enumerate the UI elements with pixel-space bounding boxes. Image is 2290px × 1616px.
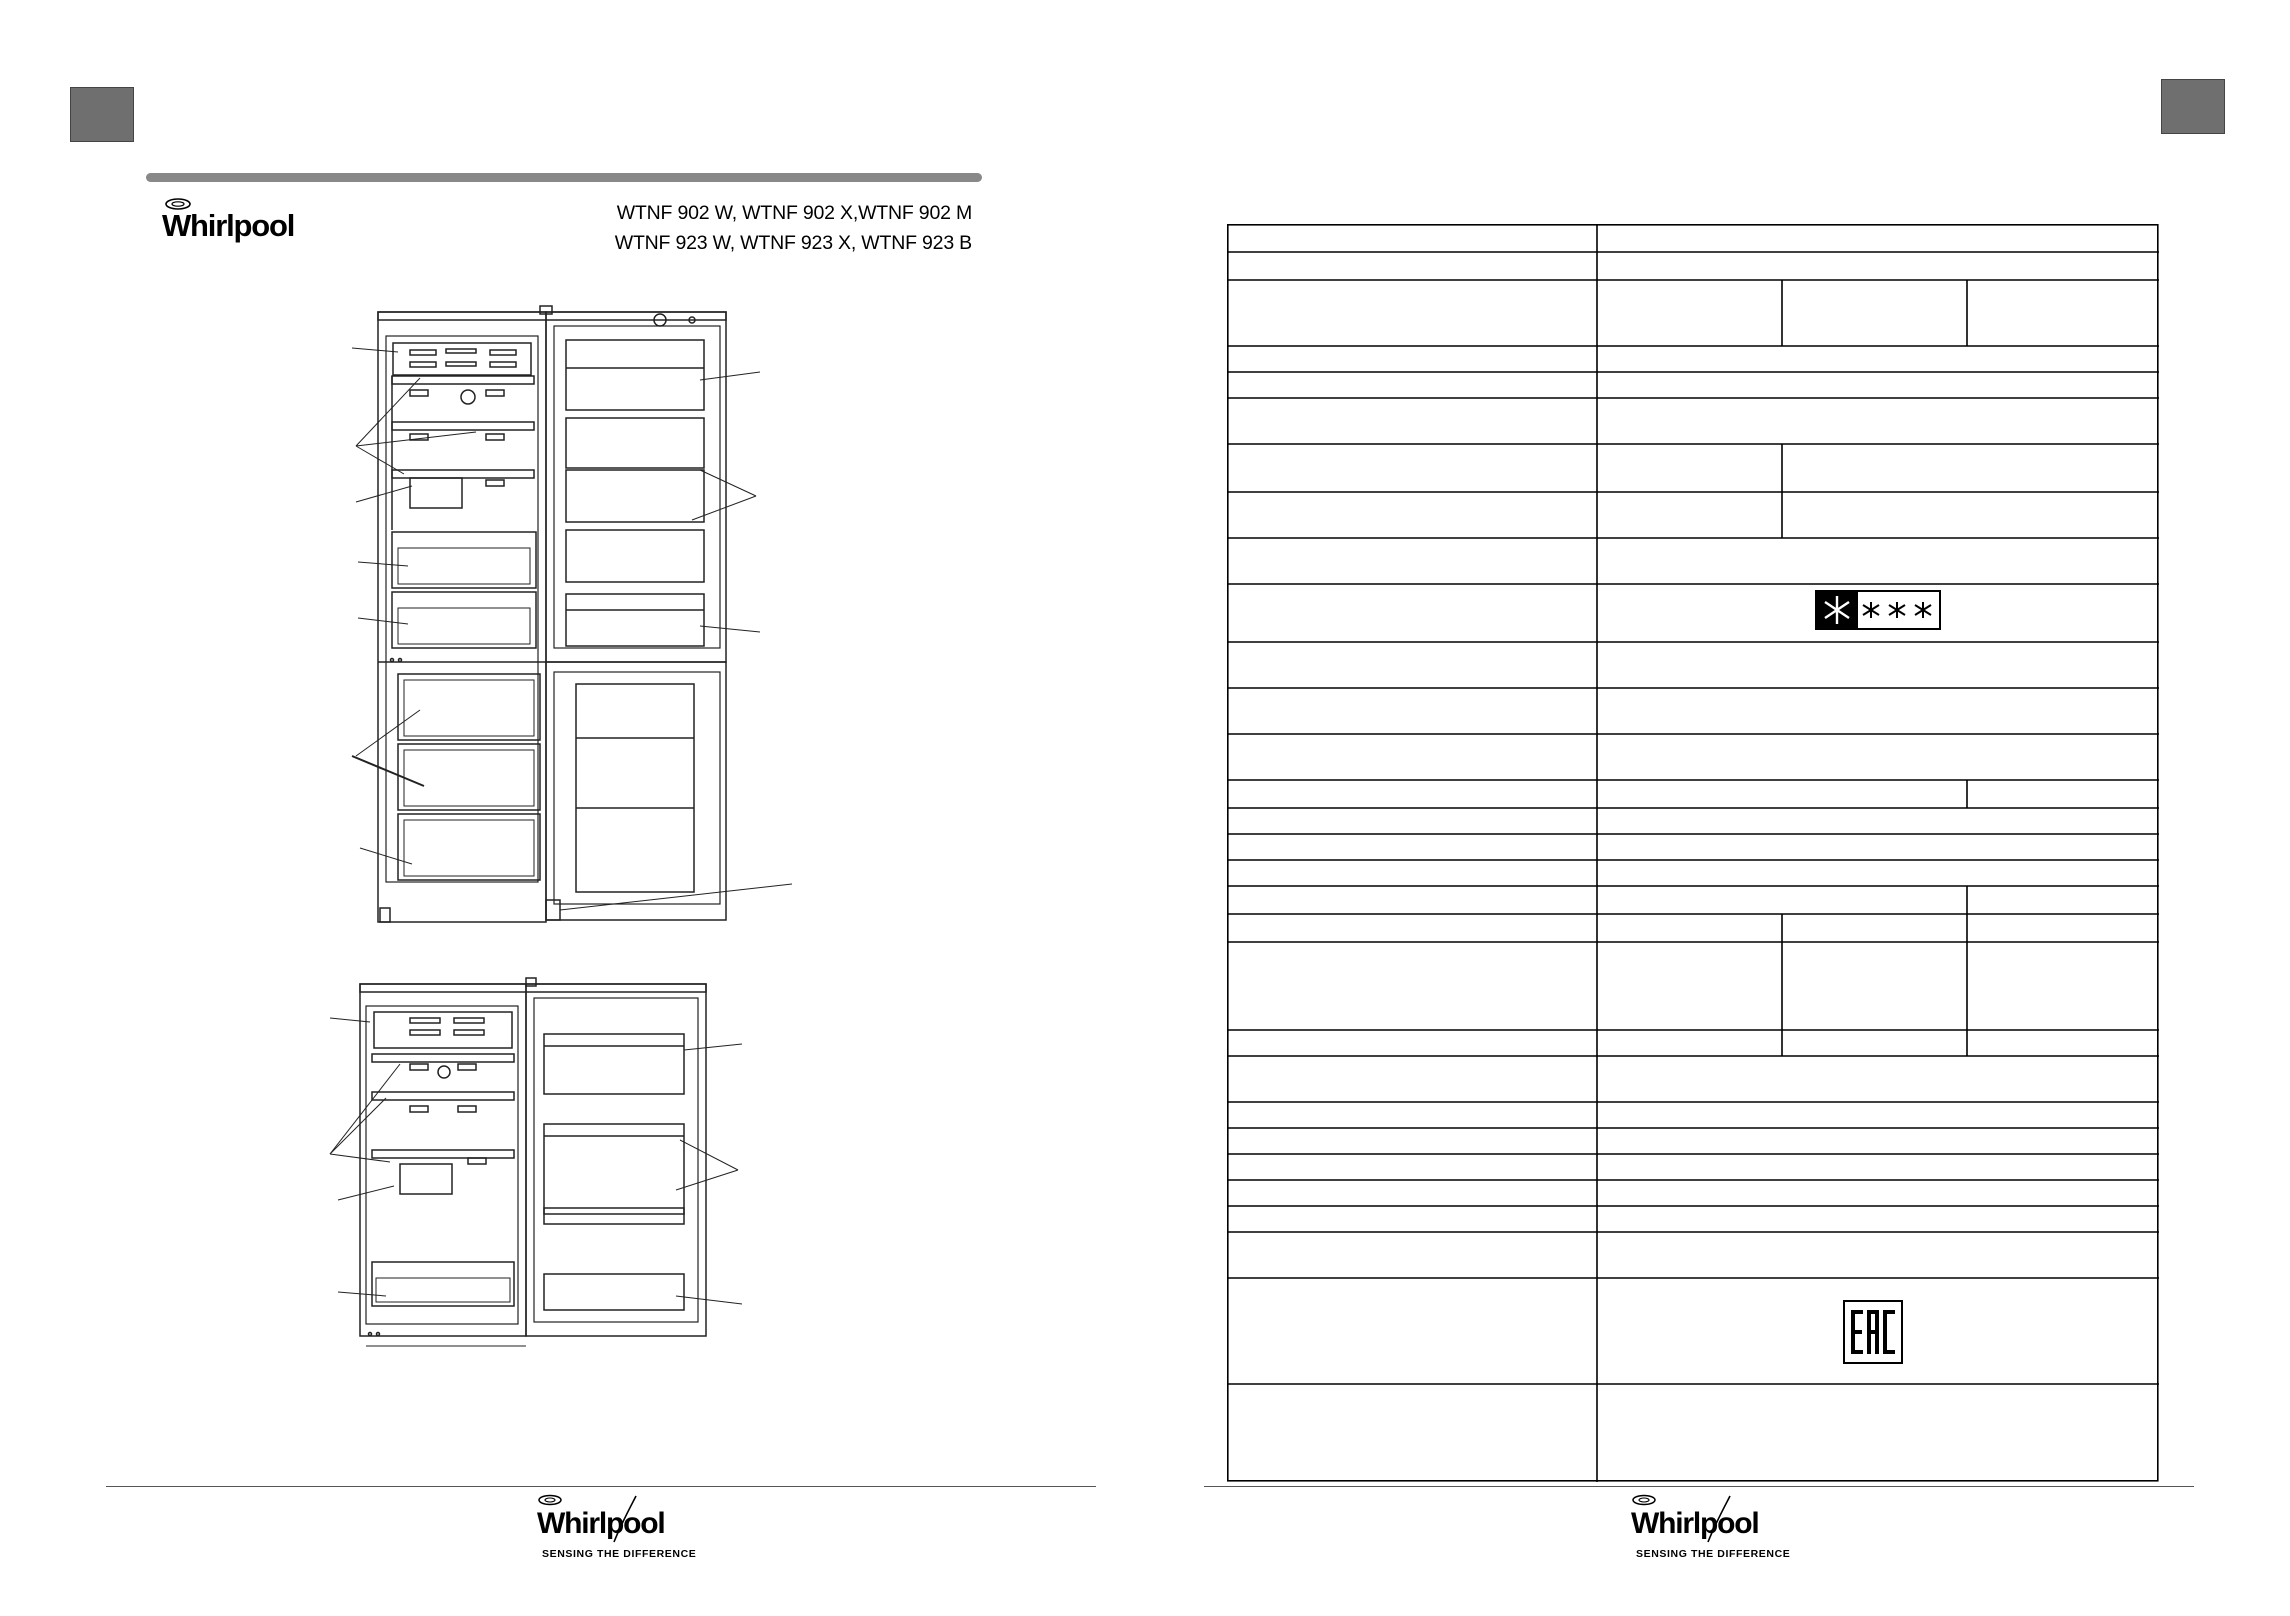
specification-table: [1227, 224, 2159, 1484]
svg-text:Whirlpool: Whirlpool: [537, 1507, 665, 1540]
svg-text:Whirlpool: Whirlpool: [1631, 1507, 1759, 1540]
whirlpool-logo-footer-left: [536, 1492, 676, 1546]
model-line-1: WTNF 902 W, WTNF 902 X,WTNF 902 M: [616, 202, 972, 224]
star-freezer-icon: [1815, 590, 1941, 630]
footer-rule-right: [1204, 1486, 2194, 1487]
model-line-2: WTNF 923 W, WTNF 923 X, WTNF 923 B: [614, 232, 972, 254]
fridge-freezer-diagram: [352, 306, 792, 922]
footer-rule-left: [106, 1486, 1096, 1487]
tagline-left: SENSING THE DIFFERENCE: [542, 1548, 697, 1560]
eac-mark-icon: [1843, 1300, 1903, 1364]
page-corner-marker-right: [2161, 79, 2225, 134]
appliance-diagrams: [0, 0, 1100, 1400]
tagline-right: SENSING THE DIFFERENCE: [1636, 1548, 1791, 1560]
fridge-diagram: [330, 978, 742, 1346]
whirlpool-logo-footer-right: [1630, 1492, 1770, 1546]
svg-text:Whirlpool: Whirlpool: [162, 208, 295, 243]
